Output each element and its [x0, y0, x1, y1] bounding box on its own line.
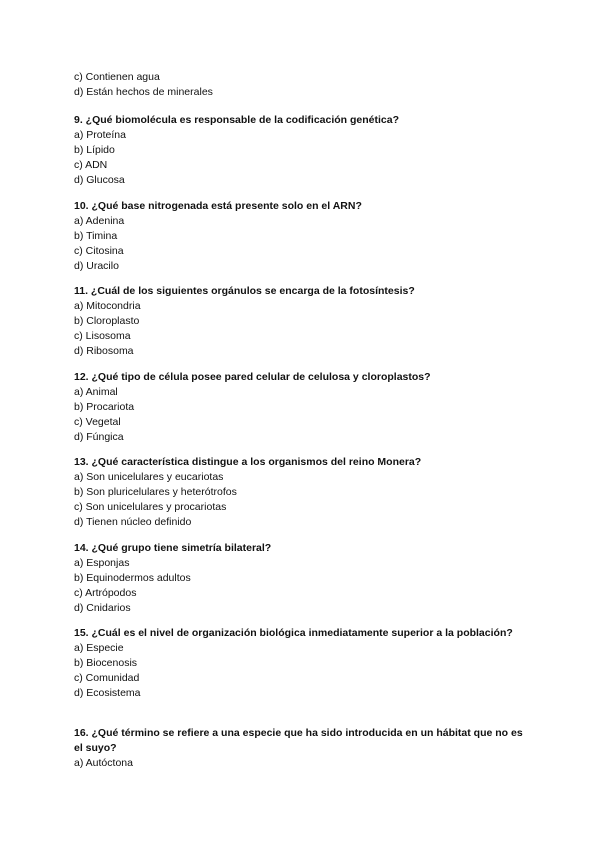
question-11	[74, 284, 526, 359]
option-line: b) Son pluricelulares y heterótrofos	[74, 486, 237, 498]
question-14	[74, 541, 526, 616]
question-15	[74, 626, 526, 701]
option-line: a) Son unicelulares y eucariotas	[74, 471, 224, 483]
option-line: c) Comunidad	[74, 672, 140, 684]
question-title: 10. ¿Qué base nitrogenada está presente solo en el ARN?	[74, 200, 362, 212]
option-line: c) Citosina	[74, 245, 124, 257]
option-line: b) Biocenosis	[74, 657, 138, 669]
option-line: c) Artrópodos	[74, 587, 137, 599]
option-line: a) Animal	[74, 386, 118, 398]
option-line: a) Especie	[74, 642, 124, 654]
question-title: 11. ¿Cuál de los siguientes orgánulos se encarga de la fotosíntesis?	[74, 285, 415, 297]
question-10	[74, 199, 526, 274]
question-title: 15. ¿Cuál es el nivel de organización biológica inmediatamente superior a la población?	[74, 627, 513, 639]
question-title: 13. ¿Qué característica distingue a los organismos del reino Monera?	[74, 456, 422, 468]
option-line: a) Esponjas	[74, 557, 130, 569]
option-line: c) Vegetal	[74, 416, 121, 428]
question-9	[74, 113, 526, 188]
option-line: c) Son unicelulares y procariotas	[74, 501, 227, 513]
option-line: d) Uracilo	[74, 260, 119, 272]
option-line: b) Procariota	[74, 401, 135, 413]
option-line: d) Glucosa	[74, 174, 125, 186]
option-line: b) Cloroplasto	[74, 315, 140, 327]
option-line: d) Cnidarios	[74, 602, 131, 614]
option-line: c) ADN	[74, 159, 108, 171]
question-16	[74, 726, 526, 771]
option-line: c) Lisosoma	[74, 330, 131, 342]
option-line: d) Ecosistema	[74, 687, 141, 699]
question-title: 12. ¿Qué tipo de célula posee pared celular de celulosa y cloroplastos?	[74, 371, 431, 383]
option-line: c) Contienen agua	[74, 71, 160, 83]
option-line: a) Proteína	[74, 129, 126, 141]
question-12	[74, 370, 526, 445]
option-line: d) Tienen núcleo definido	[74, 516, 192, 528]
option-line: b) Timina	[74, 230, 118, 242]
previous-question-options	[74, 70, 213, 100]
option-line: d) Fúngica	[74, 431, 124, 443]
option-line: a) Mitocondria	[74, 300, 141, 312]
option-line: b) Equinodermos adultos	[74, 572, 191, 584]
question-title: 16. ¿Qué término se refiere a una especie que ha sido introducida en un hábitat que no es el suyo?	[74, 727, 523, 754]
option-line: b) Lípido	[74, 144, 115, 156]
question-13	[74, 455, 526, 530]
option-line: a) Adenina	[74, 215, 125, 227]
question-title: 9. ¿Qué biomolécula es responsable de la codificación genética?	[74, 114, 400, 126]
question-title: 14. ¿Qué grupo tiene simetría bilateral?	[74, 542, 272, 554]
option-line: a) Autóctona	[74, 757, 133, 769]
option-line: d) Ribosoma	[74, 345, 134, 357]
option-line: d) Están hechos de minerales	[74, 86, 213, 98]
